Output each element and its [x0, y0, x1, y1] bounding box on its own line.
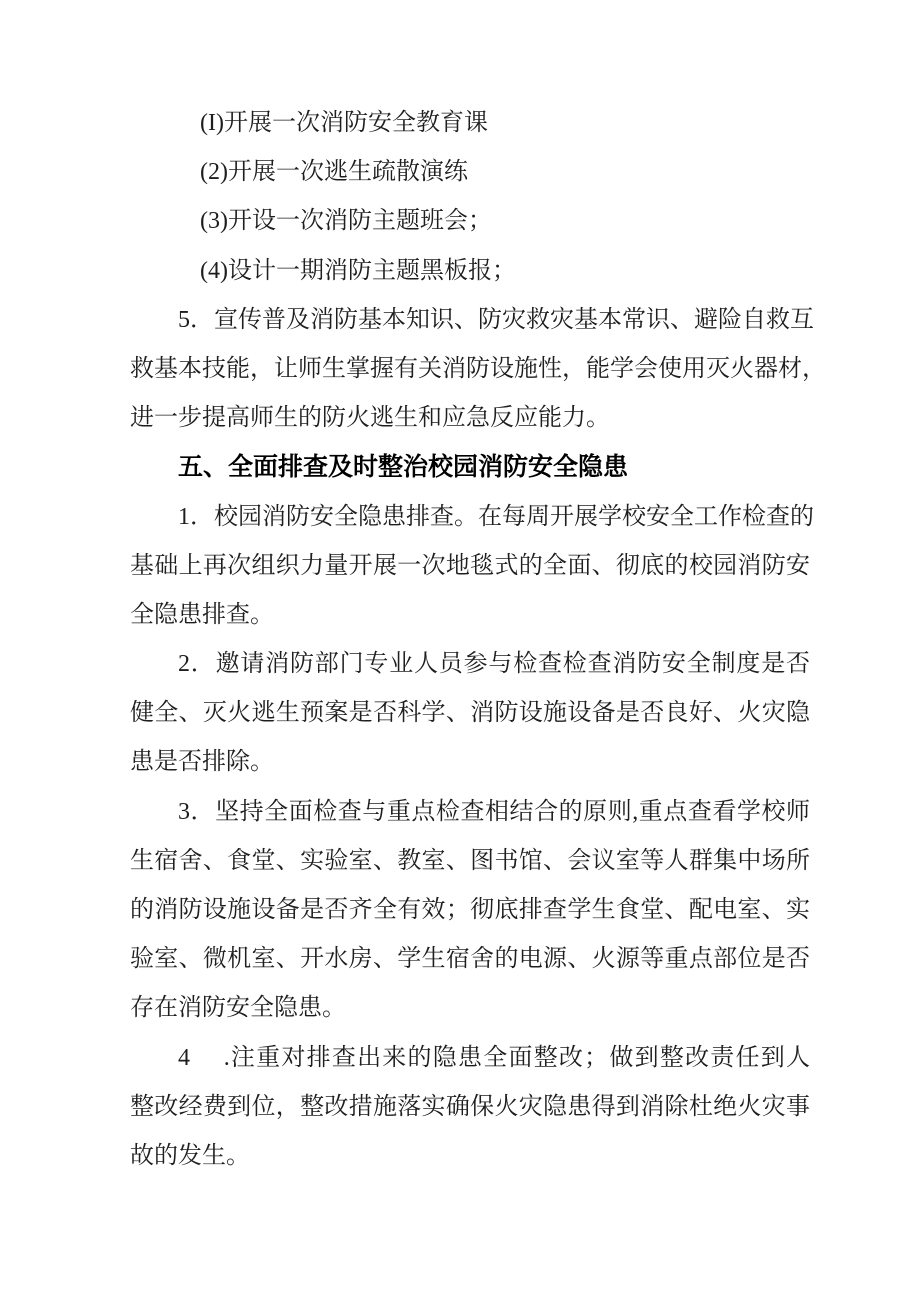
- paragraph-line: 全隐患排查。: [130, 601, 274, 628]
- paragraph-line: 验室、微机室、开水房、学生宿舍的电源、火源等重点部位是否: [130, 946, 810, 973]
- list-item: (I)开展一次消防安全教育课: [200, 110, 488, 136]
- paragraph-line: 1．校园消防安全隐患排查。在每周开展学校安全工作检查的: [178, 503, 814, 530]
- paragraph-line: 2．邀请消防部门专业人员参与检查检查消防安全制度是否: [178, 651, 810, 678]
- paragraph-line: 基础上再次组织力量开展一次地毯式的全面、彻底的校园消防安: [130, 552, 810, 579]
- list-item: (4)设计一期消防主题黑板报；: [200, 257, 516, 284]
- paragraph-line: 存在消防安全隐患。: [130, 995, 346, 1022]
- paragraph-line: 生宿舍、食堂、实验室、教室、图书馆、会议室等人群集中场所: [130, 847, 810, 874]
- section-heading: 五、全面排查及时整治校园消防安全隐患: [178, 453, 629, 482]
- document-text-block: [130, 99, 826, 1181]
- paragraph-line: 整改经费到位，整改措施落实确保火灾隐患得到消除杜绝火灾事: [130, 1093, 810, 1120]
- list-item: (3)开设一次消防主题班会；: [200, 208, 492, 235]
- paragraph-line: 救基本技能，让师生掌握有关消防设施性，能学会使用灭火器材，: [130, 355, 826, 382]
- paragraph-line: 患是否排除。: [130, 749, 274, 776]
- paragraph-line: 3．坚持全面检查与重点检查相结合的原则,重点查看学校师: [178, 798, 810, 825]
- list-item: (2)开展一次逃生疏散演练: [200, 159, 468, 186]
- paragraph-line: 的消防设施设备是否齐全有效；彻底排查学生食堂、配电室、实: [130, 897, 810, 923]
- paragraph-line: 4 .注重对排查出来的隐患全面整改；做到整改责任到人: [178, 1044, 810, 1071]
- paragraph-line: 5．宣传普及消防基本知识、防灾救灾基本常识、避险自救互: [178, 306, 814, 333]
- paragraph-line: 健全、灭火逃生预案是否科学、消防设施设备是否良好、火灾隐: [130, 700, 810, 727]
- paragraph-line: 故的发生。: [130, 1142, 250, 1169]
- paragraph-line: 进一步提高师生的防火逃生和应急反应能力。: [130, 405, 610, 432]
